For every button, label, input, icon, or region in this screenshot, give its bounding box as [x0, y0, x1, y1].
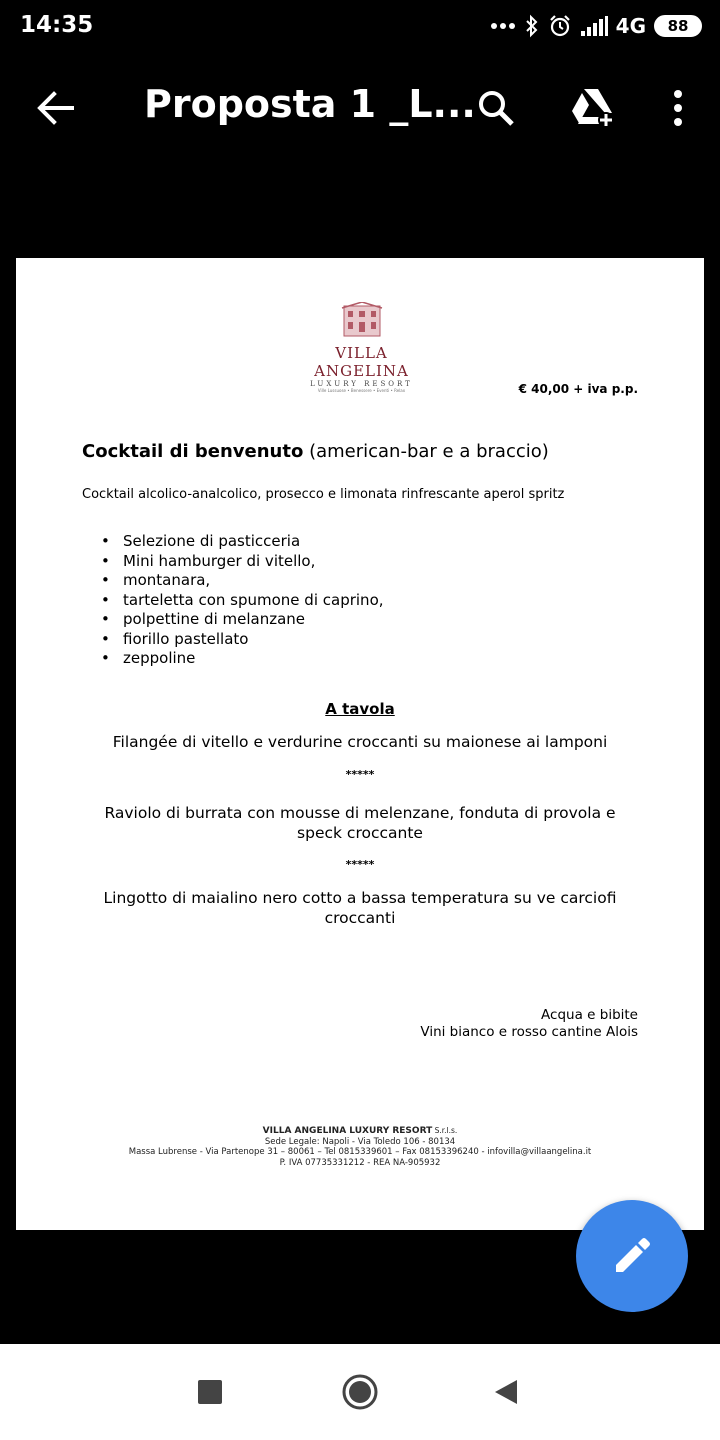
separator-1: ***** — [345, 768, 375, 781]
battery-level: 88 — [667, 17, 689, 35]
dish-3-line-1: Lingotto di maialino nero cotto a bassa temperatura su ve carciofi — [103, 889, 617, 907]
search-button[interactable] — [470, 82, 522, 134]
price: € 40,00 + iva p.p. — [518, 382, 638, 396]
app-bar — [0, 60, 720, 156]
villa-angelina-logo — [294, 302, 429, 393]
dots-icon — [490, 21, 516, 31]
footer-company — [76, 1126, 644, 1137]
back-triangle-icon — [493, 1378, 519, 1406]
cocktail-heading — [82, 441, 549, 462]
footer-line-1: Sede Legale: Napoli - Via Toledo 106 - 80134 — [264, 1136, 456, 1147]
status-time: 14:35 — [20, 12, 94, 38]
cocktail-description: Cocktail alcolico-analcolico, prosecco e limonata rinfrescante aperol spritz — [82, 487, 565, 502]
status-icons — [490, 10, 702, 42]
list-item: • Selezione di pasticceria — [82, 532, 384, 552]
back-button[interactable] — [28, 82, 84, 134]
document-title: Proposta 1 _L... — [144, 82, 476, 126]
logo-subtitle: LUXURY RESORT — [310, 380, 413, 388]
villa-building-icon — [340, 302, 384, 338]
separator-2: ***** — [345, 858, 375, 871]
back-arrow-icon — [36, 90, 76, 126]
footer-company-name: VILLA ANGELINA LUXURY RESORT — [262, 1126, 433, 1136]
dish-1: Filangée di vitello e verdurine croccanti su maionese ai lamponi — [112, 733, 608, 751]
dish-2-line-1: Raviolo di burrata con mousse di melenzane, fonduta di provola e — [104, 804, 616, 822]
dish-3 — [76, 888, 644, 928]
battery-icon — [654, 15, 702, 37]
logo-name: VILLA ANGELINA — [314, 344, 409, 380]
document-footer — [76, 1126, 644, 1168]
home-circle-icon — [341, 1373, 379, 1411]
list-item: • montanara, — [82, 571, 384, 591]
document-page[interactable] — [16, 258, 704, 1230]
bluetooth-icon — [524, 14, 540, 38]
list-item: • tarteletta con spumone di caprino, — [82, 591, 384, 611]
search-icon — [476, 88, 516, 128]
recents-square-icon — [198, 1380, 222, 1404]
drive-add-icon — [569, 87, 615, 129]
dish-3-line-2: croccanti — [324, 909, 396, 927]
add-to-drive-button[interactable] — [566, 82, 618, 134]
more-vert-icon — [672, 88, 684, 128]
signal-icon — [580, 15, 608, 37]
list-item: • zeppoline — [82, 649, 384, 669]
drinks-line-1: Acqua e bibite — [541, 1007, 638, 1023]
list-item: • fiorillo pastellato — [82, 630, 384, 650]
logo-tagline: Ville Lussuose • Benessere • Eventi • Relax — [317, 388, 406, 393]
footer-company-suffix: S.r.l.s. — [432, 1126, 458, 1135]
drinks — [420, 1007, 638, 1041]
list-item: • polpettine di melanzane — [82, 610, 384, 630]
home-button[interactable] — [334, 1366, 386, 1418]
edit-pencil-icon — [612, 1236, 652, 1276]
a-tavola-heading: A tavola — [325, 700, 395, 718]
cocktail-heading-bold: Cocktail di benvenuto — [82, 441, 304, 462]
list-item: • Mini hamburger di vitello, — [82, 552, 384, 572]
drinks-line-2: Vini bianco e rosso cantine Alois — [420, 1024, 638, 1040]
dish-2 — [76, 803, 644, 843]
more-options-button[interactable] — [652, 82, 704, 134]
status-bar — [0, 0, 720, 52]
cocktail-heading-rest: (american-bar e a braccio) — [303, 441, 549, 462]
footer-line-3: P. IVA 07735331212 - REA NA-905932 — [279, 1157, 441, 1168]
alarm-icon — [548, 14, 572, 38]
footer-line-2: Massa Lubrense - Via Partenope 31 – 80061 – Tel 0815339601 – Fax 08153396240 - infovilla@villaangelina.it — [128, 1147, 592, 1157]
appetizer-list — [82, 532, 384, 669]
system-nav-bar — [0, 1344, 720, 1440]
nav-back-button[interactable] — [480, 1366, 532, 1418]
network-label: 4G — [615, 14, 646, 38]
recents-button[interactable] — [184, 1366, 236, 1418]
edit-fab-button[interactable] — [576, 1200, 688, 1312]
dish-2-line-2: speck croccante — [297, 824, 423, 842]
